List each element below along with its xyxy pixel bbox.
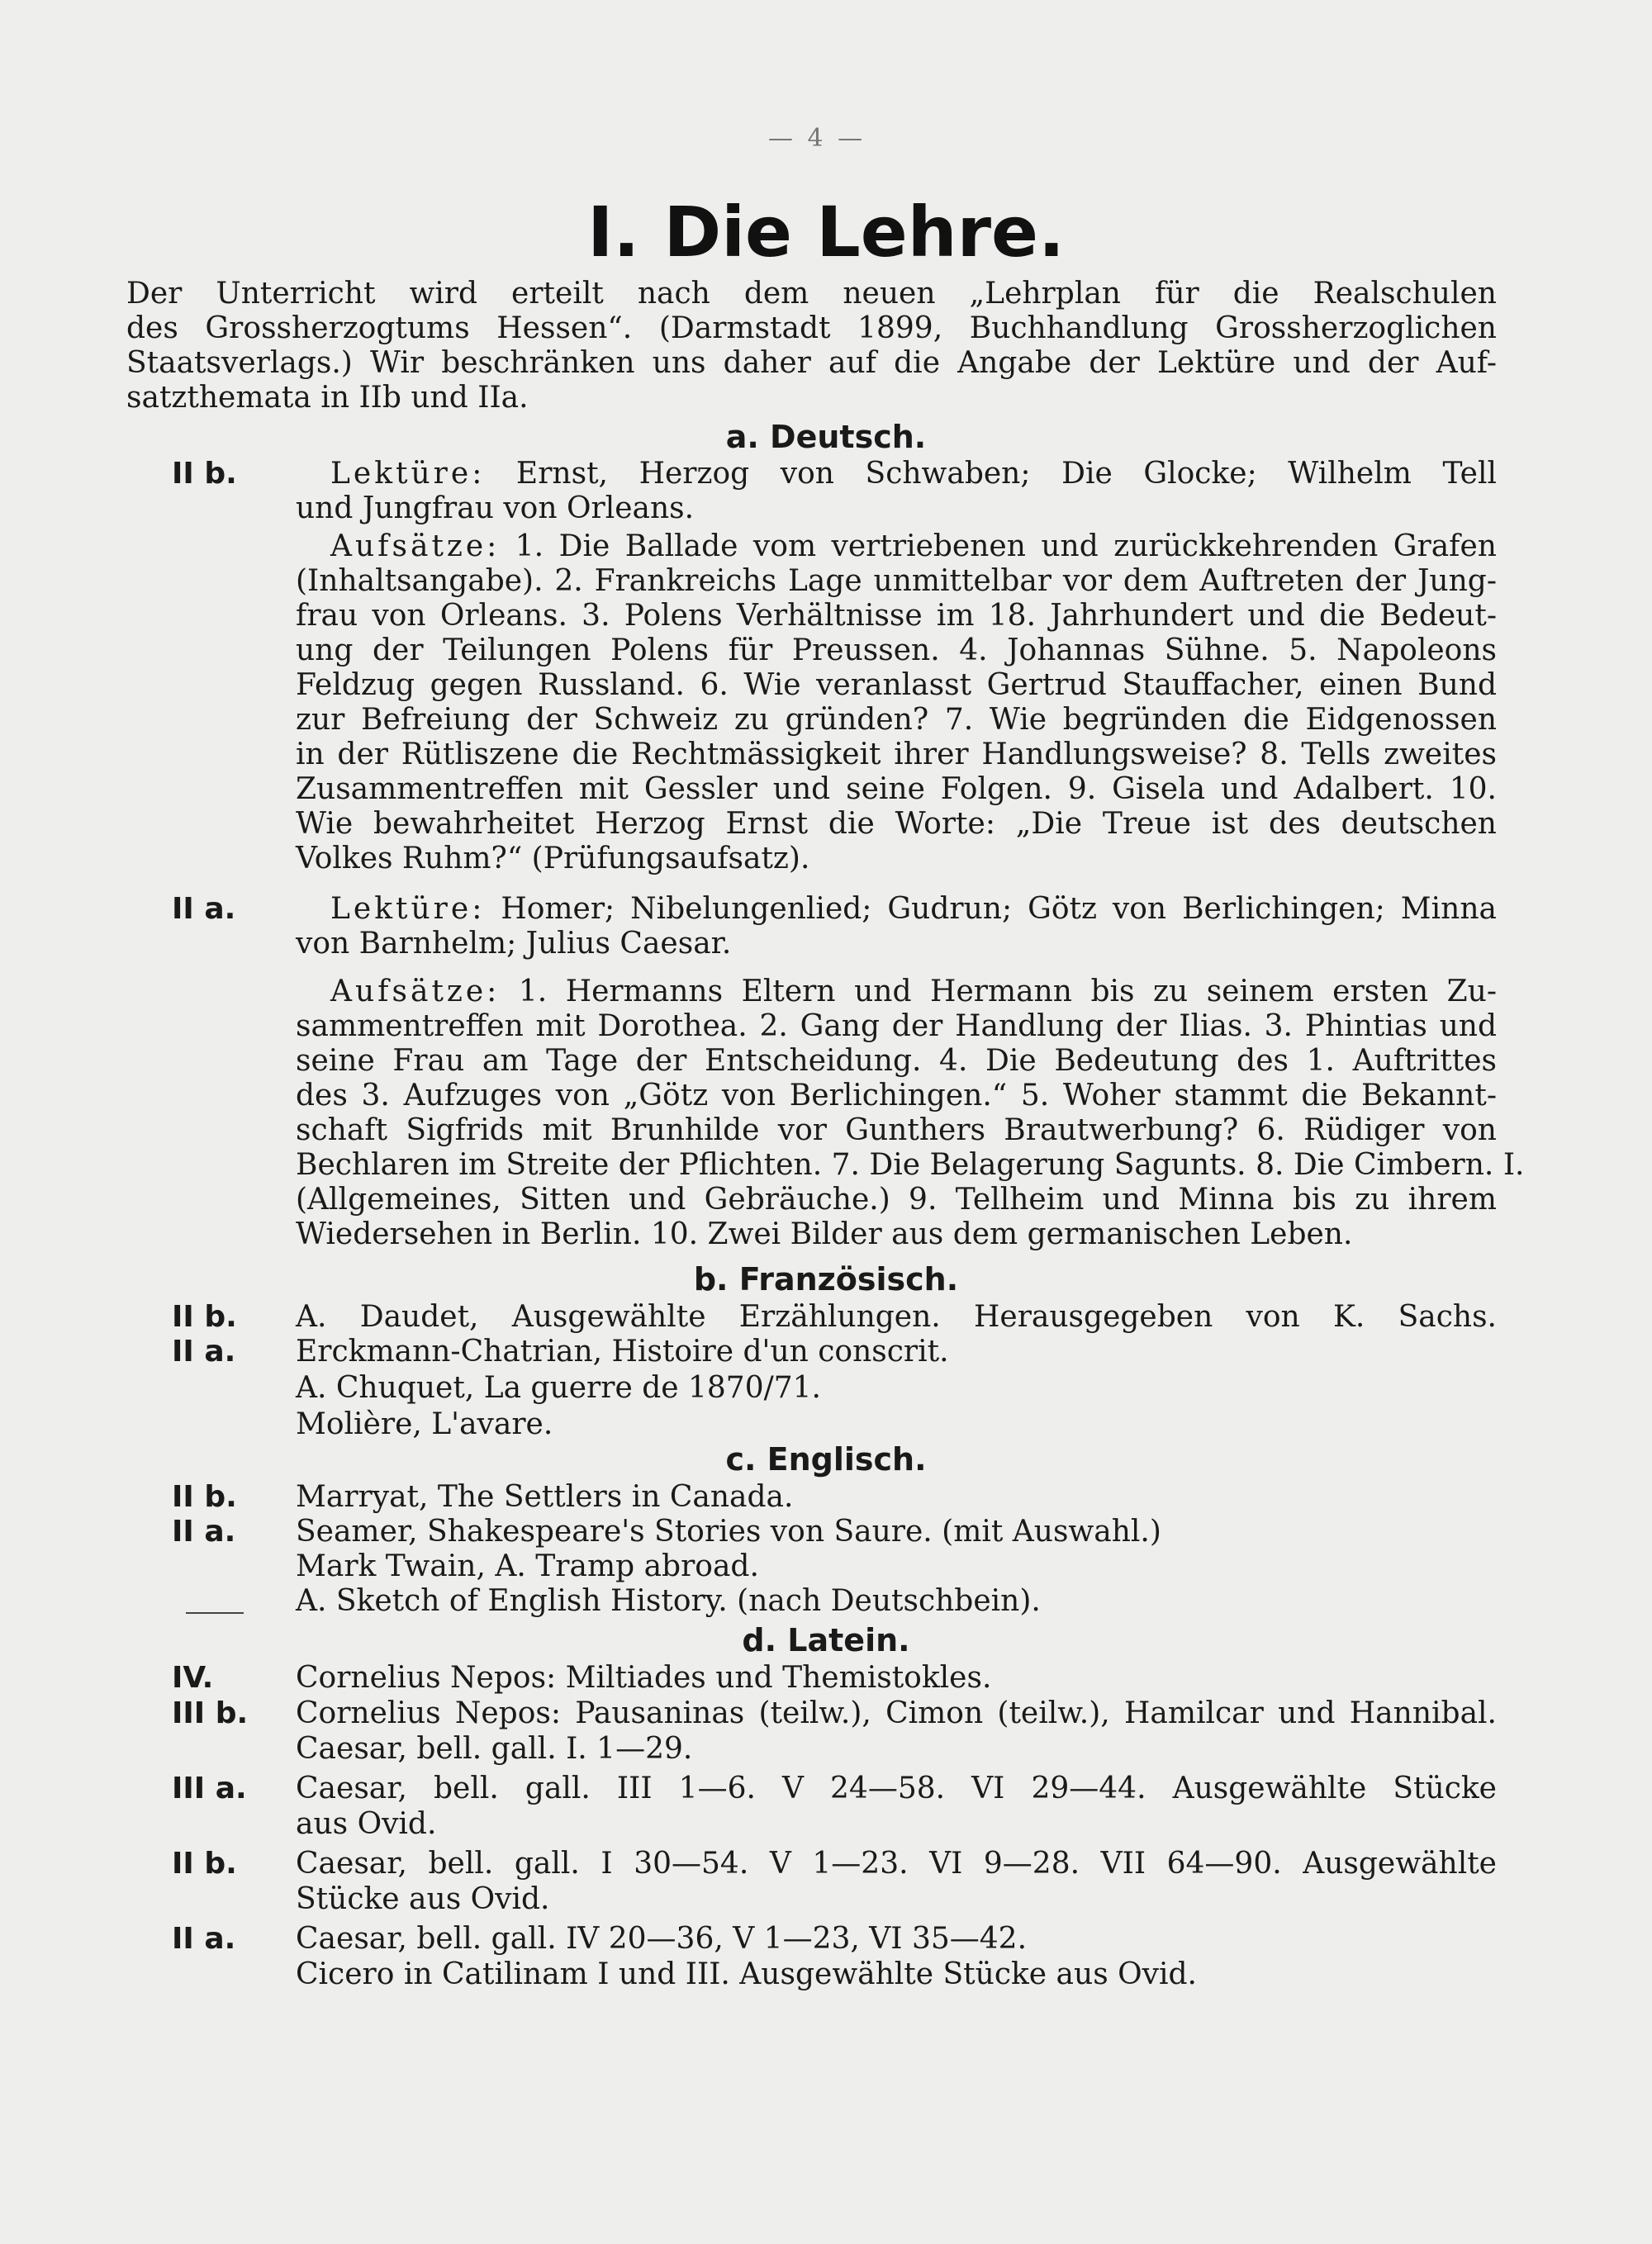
text-line: A. Daudet, Ausgewählte Erzählungen. Herausgegeben von K. Sachs. <box>296 1300 1497 1334</box>
text-line <box>330 892 1497 926</box>
class-label: II a. <box>172 1922 236 1956</box>
divider-dash <box>186 1612 244 1614</box>
section-heading-deutsch: a. Deutsch. <box>725 419 927 455</box>
text-line: seine Frau am Tage der Entscheidung. 4. Die Bedeutung des 1. Auftrittes <box>296 1044 1497 1078</box>
text-line: Bechlaren im Streite der Pflichten. 7. Die Belagerung Sagunts. 8. Die Cimbern. I. <box>296 1148 1525 1182</box>
lektuere-label: Lektüre: <box>330 457 486 491</box>
text-line: Caesar, bell. gall. III 1—6. V 24—58. VI 29—44. Ausgewählte Stücke <box>296 1772 1497 1805</box>
text-line: schaft Sigfrids mit Brunhilde vor Gunthers Brautwerbung? 6. Rüdiger von <box>296 1113 1497 1147</box>
text-line: Caesar, bell. gall. I 30—54. V 1—23. VI 9—28. VII 64—90. Ausgewählte <box>296 1847 1497 1881</box>
intro-line: Der Unterricht wird erteilt nach dem neuen „Lehrplan für die Realschulen <box>126 277 1497 311</box>
text-line: Cornelius Nepos: Pausaninas (teilw.), Cimon (teilw.), Hamilcar und Hannibal. <box>296 1696 1497 1730</box>
text-line: aus Ovid. <box>296 1807 437 1841</box>
aufsaetze-text: 1. Hermanns Eltern und Hermann bis zu seinem ersten Zu- <box>518 975 1497 1008</box>
text-line: Caesar, bell. gall. I. 1—29. <box>296 1732 693 1766</box>
class-label: II b. <box>172 1847 237 1881</box>
text-line: Marryat, The Settlers in Canada. <box>296 1480 794 1514</box>
text-line: Volkes Ruhm?“ (Prüfungsaufsatz). <box>296 842 810 875</box>
class-label: IV. <box>172 1661 214 1695</box>
text-line: Caesar, bell. gall. IV 20—36, V 1—23, VI 35—42. <box>296 1922 1028 1956</box>
lektuere-label: Lektüre: <box>330 892 486 926</box>
text-line: Wiedersehen in Berlin. 10. Zwei Bilder aus dem germanischen Leben. <box>296 1217 1353 1251</box>
page-number: — 4 — <box>768 124 866 153</box>
text-line: (Allgemeines, Sitten und Gebräuche.) 9. Tellheim und Minna bis zu ihrem <box>296 1183 1497 1217</box>
section-heading-franzoesisch: b. Französisch. <box>693 1261 959 1298</box>
text-line: A. Chuquet, La guerre de 1870/71. <box>296 1371 821 1405</box>
aufsaetze-label: Aufsätze: <box>330 529 501 563</box>
class-label: II b. <box>172 457 237 491</box>
text-line: Erckmann-Chatrian, Histoire d'un conscrit. <box>296 1335 949 1369</box>
text-line: in der Rütliszene die Rechtmässigkeit ihrer Handlungsweise? 8. Tells zweites <box>296 738 1497 771</box>
text-line: frau von Orleans. 3. Polens Verhältnisse im 18. Jahrhundert und die Bedeut- <box>296 599 1497 633</box>
text-line: Stücke aus Ovid. <box>296 1882 550 1916</box>
text-line: Wie bewahrheitet Herzog Ernst die Worte: „Die Treue ist des deutschen <box>296 807 1497 841</box>
text-line: Feldzug gegen Russland. 6. Wie veranlasst Gertrud Stauffacher, einen Bund <box>296 668 1497 702</box>
text-line: (Inhaltsangabe). 2. Frankreichs Lage unmittelbar vor dem Auftreten der Jung- <box>296 564 1497 598</box>
text-line: ung der Teilungen Polens für Preussen. 4. Johannas Sühne. 5. Napoleons <box>296 633 1497 667</box>
text-line: Seamer, Shakespeare's Stories von Saure. (mit Auswahl.) <box>296 1515 1161 1549</box>
aufsaetze-label: Aufsätze: <box>330 975 501 1008</box>
text-line: Molière, L'avare. <box>296 1407 553 1441</box>
text-line: Cornelius Nepos: Miltiades und Themistokles. <box>296 1661 992 1695</box>
intro-line: des Grossherzogtums Hessen“. (Darmstadt 1899, Buchhandlung Grossherzoglichen <box>126 311 1497 345</box>
class-label: II a. <box>172 1335 236 1369</box>
lektuere-text: Ernst, Herzog von Schwaben; Die Glocke; Wilhelm Tell <box>515 457 1497 491</box>
section-heading-latein: d. Latein. <box>742 1622 910 1658</box>
text-line: des 3. Aufzuges von „Götz von Berlichingen.“ 5. Woher stammt die Bekannt- <box>296 1079 1497 1113</box>
text-line: Zusammentreffen mit Gessler und seine Folgen. 9. Gisela und Adalbert. 10. <box>296 772 1497 806</box>
intro-line: satzthemata in IIb und IIa. <box>126 381 529 415</box>
text-line <box>330 529 1497 563</box>
class-label: III b. <box>172 1696 249 1730</box>
class-label: II b. <box>172 1480 237 1514</box>
lektuere-text: Homer; Nibelungenlied; Gudrun; Götz von Berlichingen; Minna <box>501 892 1497 926</box>
class-label: II b. <box>172 1300 237 1334</box>
page-title: I. Die Lehre. <box>587 192 1065 273</box>
text-line: Cicero in Catilinam I und III. Ausgewählte Stücke aus Ovid. <box>296 1957 1197 1991</box>
class-label: II a. <box>172 892 236 926</box>
text-line <box>330 457 1497 491</box>
text-line: Mark Twain, A. Tramp abroad. <box>296 1549 759 1583</box>
intro-line: Staatsverlags.) Wir beschränken uns daher auf die Angabe der Lektüre und der Auf- <box>126 346 1497 380</box>
text-line <box>330 975 1497 1008</box>
class-label: II a. <box>172 1515 236 1549</box>
class-label: III a. <box>172 1772 247 1805</box>
text-line: von Barnhelm; Julius Caesar. <box>296 927 732 961</box>
section-heading-englisch: c. Englisch. <box>725 1441 927 1478</box>
text-line: sammentreffen mit Dorothea. 2. Gang der Handlung der Ilias. 3. Phintias und <box>296 1009 1497 1043</box>
text-line: A. Sketch of English History. (nach Deutschbein). <box>296 1584 1041 1618</box>
text-line: zur Befreiung der Schweiz zu gründen? 7. Wie begründen die Eidgenossen <box>296 703 1497 737</box>
aufsaetze-text: 1. Die Ballade vom vertriebenen und zurückkehrenden Grafen <box>515 529 1497 563</box>
text-line: und Jungfrau von Orleans. <box>296 491 695 525</box>
